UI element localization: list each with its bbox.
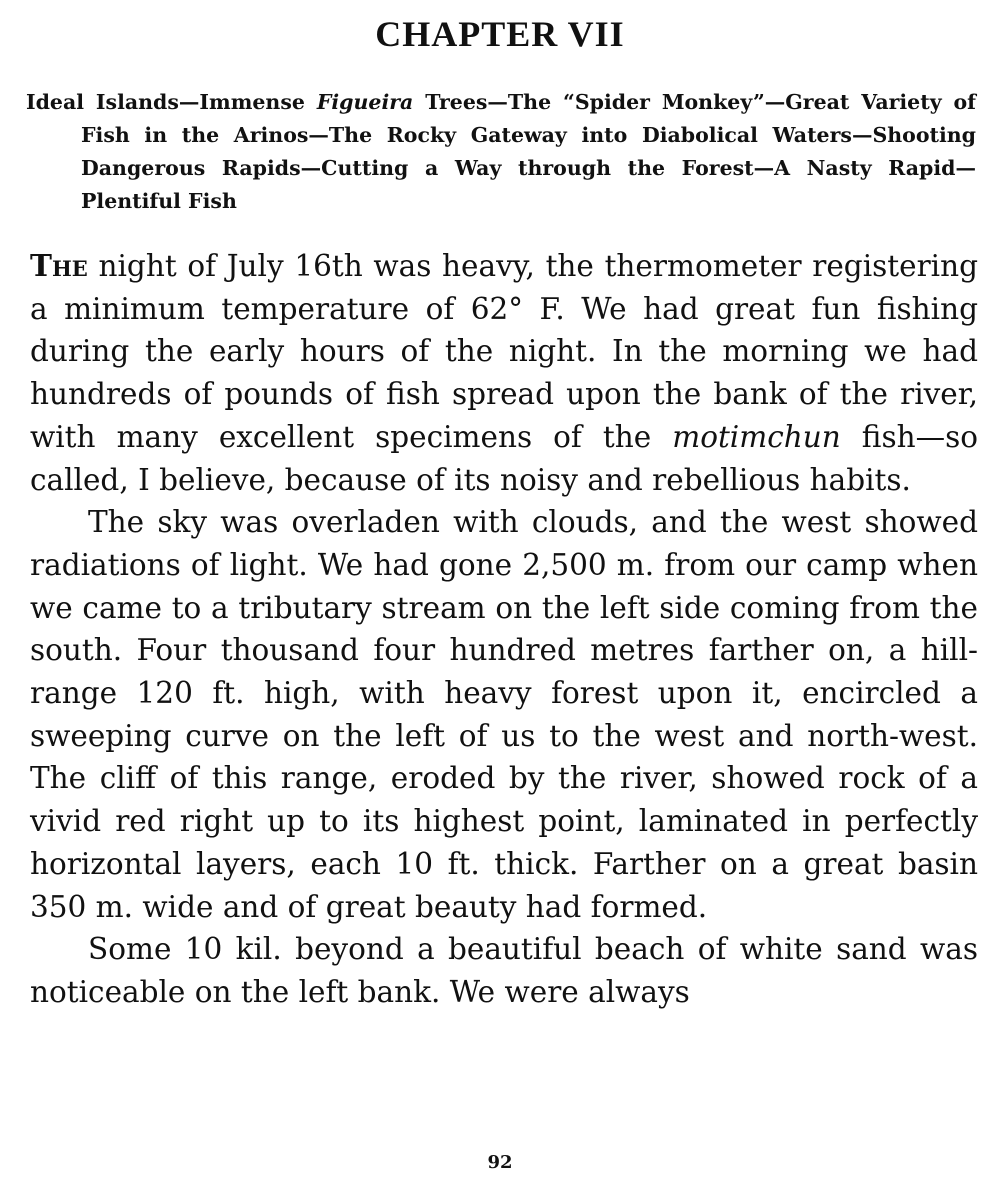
- paragraph-1-text-2: fish—so called, I believe, because of its noisy and rebellious habits.: [30, 419, 978, 497]
- paragraph-2: The sky was overladen with clouds, and the west showed radiations of light. We had gone 2,500 m. from our camp when we came to a tributary stream on the left side coming from the south. Four thousand four hundred metres farther on, a hill-range 120 ft. high, with heavy forest upon it, encircled a sweeping curve on the left of us to the west and north-west. The cliff of this range, eroded by the river, showed rock of a vivid red right up to its highest point, laminated in perfectly horizontal layers, each 10 ft. thick. Farther on a great basin 350 m. wide and of great beauty had formed.: [30, 505, 978, 924]
- paragraph-1: [30, 245, 978, 501]
- chapter-synopsis: [26, 86, 976, 218]
- paragraph-1-text-1: night of July 16th was heavy, the thermometer registering a minimum temperature of 62° F. We had great fun fishing during the early hours of the night. In the morning we had hundreds of pounds of fish spread upon the bank of the river, with many excellent specimens of the: [30, 249, 978, 454]
- chapter-title: CHAPTER VII: [375, 14, 625, 54]
- synopsis-text-2: Trees—The “Spider Monkey”—Great Variety of Fish in the Arinos—The Rocky Gateway into Diabolical Waters—Shooting Dangerous Rapids—Cutting a Way through the Forest—A Nasty Rapid—Plentiful Fish: [81, 90, 977, 213]
- paragraph-1-italic: motimchun: [672, 419, 841, 454]
- synopsis-text-1: Ideal Islands—Immense: [26, 90, 317, 114]
- paragraph-1-lead: The: [30, 248, 88, 283]
- synopsis-italic-figueira: Figueira: [316, 90, 414, 114]
- body-text: [30, 245, 978, 1014]
- paragraph-3: Some 10 kil. beyond a beautiful beach of white sand was noticeable on the left bank. We were always: [30, 932, 978, 1009]
- page-number: 92: [487, 1152, 513, 1173]
